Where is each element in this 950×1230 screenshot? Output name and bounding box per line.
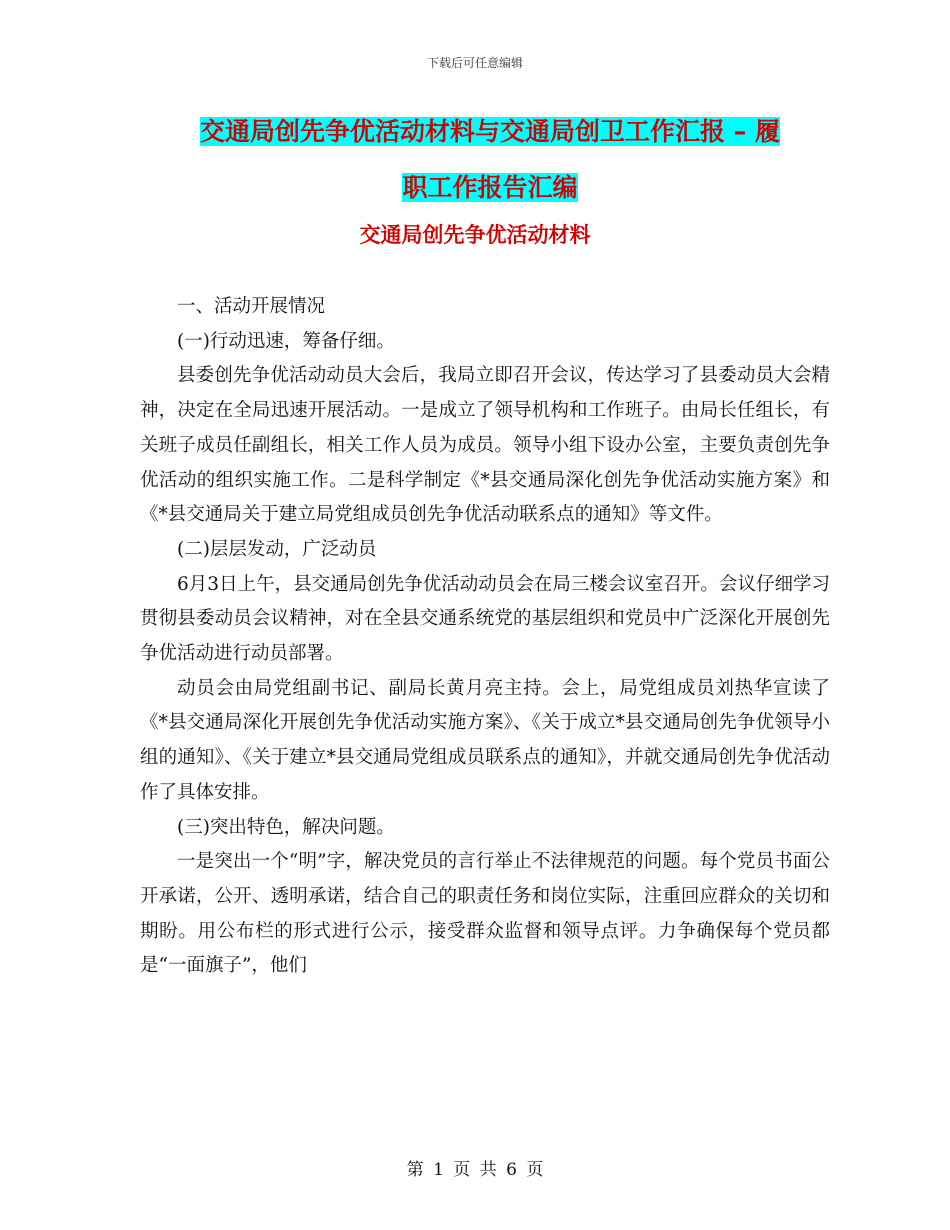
subheading-3: (三)突出特色，解决问题。 [177,816,395,838]
heading-activity-status: 一、活动开展情况 [177,296,326,317]
document-title-line-1: 交通局创先争优活动材料与交通局创卫工作汇报 – 履 [200,117,780,146]
paragraph: 一是突出一个“明”字，解决党员的言行举止不法律规范的问题。每个党员书面公开承诺，公开、透明承诺，结合自己的职责任务和岗位实际，注重回应群众的关切和期盼。用公布栏的形式进行公示，接受群众监督和领导点评。力争确保每个党员都是“一面旗子”，他们 [140,851,830,977]
subheading-1: (一)行动迅速，筹备仔细。 [177,330,395,352]
document-title-line-2: 职工作报告汇编 [402,173,578,202]
document-title [140,104,840,216]
header-note: 下载后可任意编辑 [426,56,523,70]
paragraph: 县委创先争优活动动员大会后，我局立即召开会议，传达学习了县委动员大会精神，决定在全局迅速开展活动。一是成立了领导机构和工作班子。由局长任组长，有关班子成员任副组长，相关工作人员为成员。领导小组下设办公室，主要负责创先争优活动的组织实施工作。二是科学制定《*县交通局深化创先争优活动实施方案》和《*县交通局关于建立局党组成员创先争优活动联系点的通知》等文件。 [140,365,830,526]
document-body [140,290,830,984]
subheading-2: (二)层层发动，广泛动员 [177,538,377,560]
paragraph: 动员会由局党组副书记、副局长黄月亮主持。会上，局党组成员刘热华宣读了《*县交通局深化开展创先争优活动实施方案》、《关于成立*县交通局创先争优领导小组的通知》、《关于建立*县交通局党组成员联系点的通知》，并就交通局创先争优活动作了具体安排。 [140,677,830,803]
paragraph: 6月3日上午，县交通局创先争优活动动员会在局三楼会议室召开。会议仔细学习贯彻县委动员会议精神，对在全县交通系统党的基层组织和党员中广泛深化开展创先争优活动进行动员部署。 [140,573,830,665]
page-number-footer: 第 1 页 共 6 页 [406,1160,544,1180]
section-title: 交通局创先争优活动材料 [359,223,591,247]
